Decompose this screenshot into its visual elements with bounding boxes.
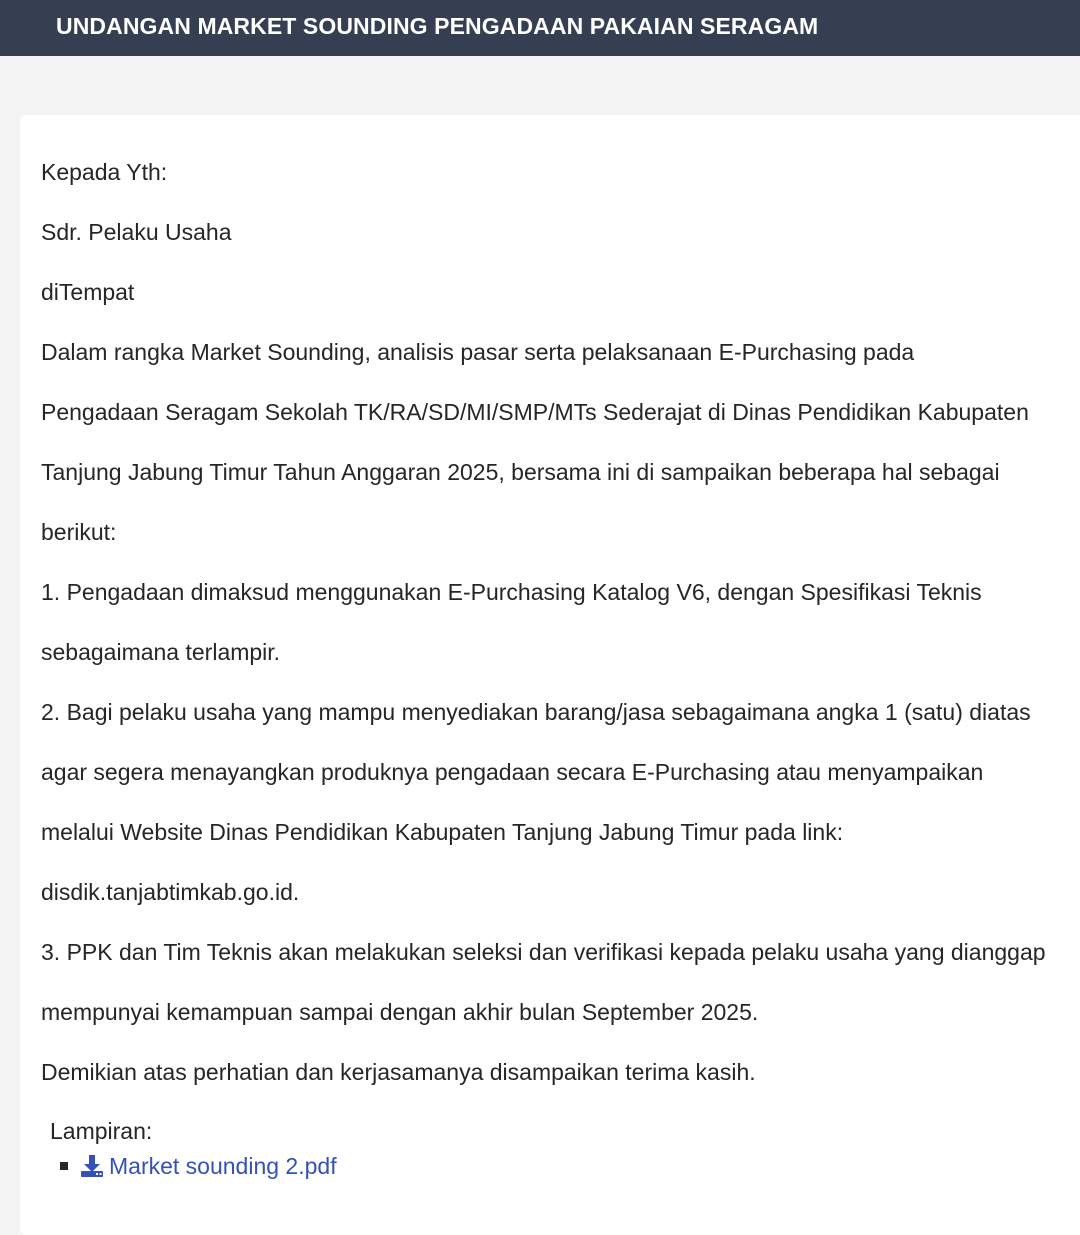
download-icon	[80, 1154, 104, 1178]
letter-paragraph-line: Dalam rangka Market Sounding, analisis pasar serta pelaksanaan E-Purchasing pada	[41, 339, 915, 365]
letter-point-1: sebagaimana terlampir.	[41, 639, 281, 665]
letter-point-2: melalui Website Dinas Pendidikan Kabupaten Tanjung Jabung Timur pada link:	[41, 819, 844, 845]
attachment-item	[60, 1150, 337, 1184]
letter-closing: Demikian atas perhatian dan kerjasamanya disampaikan terima kasih.	[41, 1059, 756, 1085]
list-bullet	[60, 1162, 68, 1170]
attachment-filename: Market sounding 2.pdf	[109, 1153, 337, 1179]
page-title: UNDANGAN MARKET SOUNDING PENGADAAN PAKAIAN SERAGAM	[56, 13, 819, 39]
letter-paragraph-line: Pengadaan Seragam Sekolah TK/RA/SD/MI/SMP/MTs Sederajat di Dinas Pendidikan Kabupaten	[41, 399, 1029, 425]
letter-recipient-name: Sdr. Pelaku Usaha	[41, 219, 232, 245]
letter-point-3: 3. PPK dan Tim Teknis akan melakukan seleksi dan verifikasi kepada pelaku usaha yang dianggap	[41, 939, 1046, 965]
letter-point-1: 1. Pengadaan dimaksud menggunakan E-Purchasing Katalog V6, dengan Spesifikasi Teknis	[41, 579, 982, 605]
letter-paragraph-line: berikut:	[41, 519, 117, 545]
letter-paragraph-line: Tanjung Jabung Timur Tahun Anggaran 2025, bersama ini di sampaikan beberapa hal sebagai	[41, 459, 1000, 485]
letter-point-2: agar segera menayangkan produknya pengadaan secara E-Purchasing atau menyampaikan	[41, 759, 984, 785]
content-card	[20, 115, 1080, 1235]
page-header	[0, 0, 1080, 56]
attachments-label: Lampiran:	[50, 1118, 153, 1144]
letter-point-2: 2. Bagi pelaku usaha yang mampu menyediakan barang/jasa sebagaimana angka 1 (satu) diatas	[41, 699, 1031, 725]
attachments-list	[60, 1150, 337, 1184]
letter-recipient-place: diTempat	[41, 279, 135, 305]
letter-point-2-website: disdik.tanjabtimkab.go.id.	[41, 879, 300, 905]
letter-point-3: mempunyai kemampuan sampai dengan akhir bulan September 2025.	[41, 999, 759, 1025]
letter-body	[41, 155, 1080, 1115]
letter-recipient-greeting: Kepada Yth:	[41, 159, 168, 185]
attachment-download-link[interactable]	[80, 1150, 337, 1182]
